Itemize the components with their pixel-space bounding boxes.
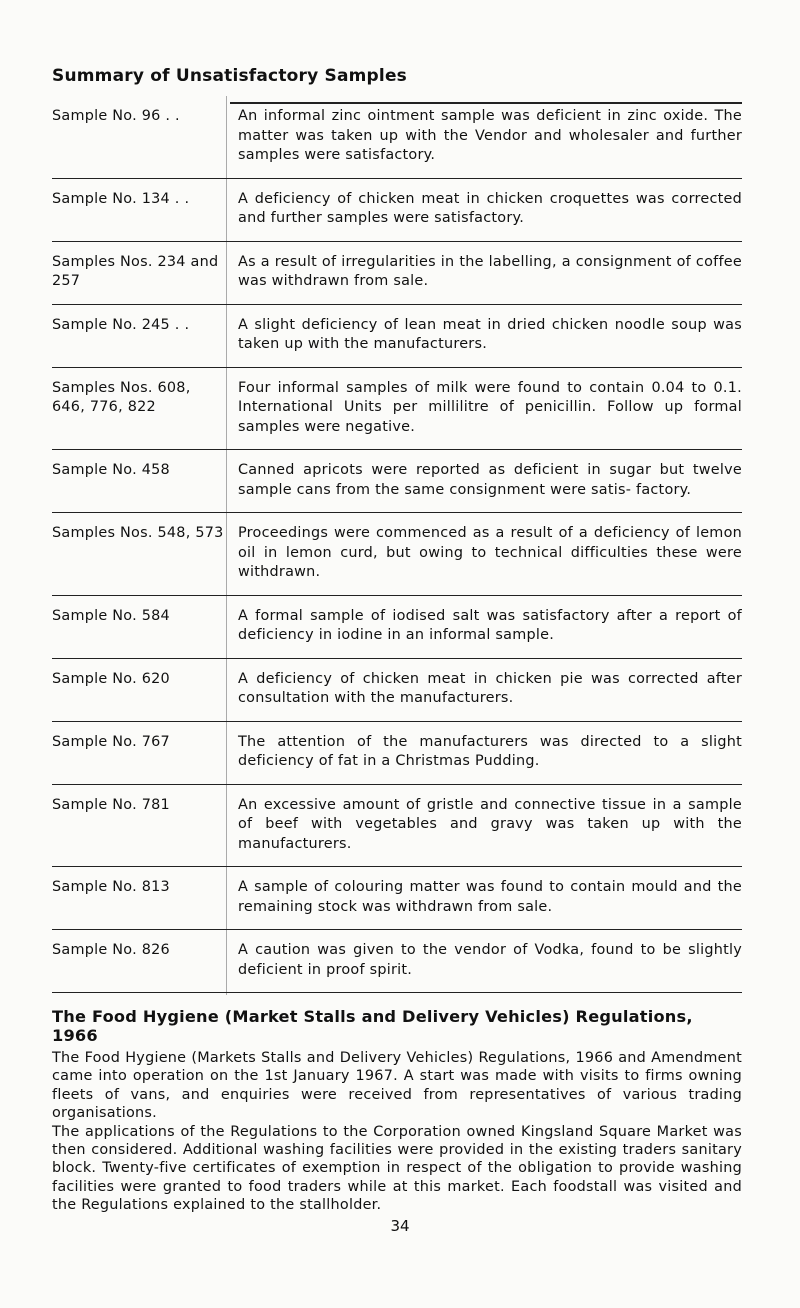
- sample-description: Four informal samples of milk were found to contain 0.04 to 0.1. International Units per millilitre of penicillin. Follow up formal samples were negative.: [238, 379, 742, 435]
- sample-description: A formal sample of iodised salt was satisfactory after a report of deficiency in iodine in an informal sample.: [238, 607, 742, 643]
- sample-description: Proceedings were commenced as a result of a deficiency of lemon oil in lemon curd, but owing to technical difficulties these were withdrawn.: [238, 525, 742, 580]
- table-row: [52, 596, 742, 659]
- section-heading: The Food Hygiene (Market Stalls and Delivery Vehicles) Regulations, 1966: [52, 1007, 693, 1045]
- table-row: [52, 785, 742, 868]
- table-row: [52, 96, 742, 179]
- sample-reference: Sample No. 458: [52, 462, 170, 478]
- sample-reference: Sample No. 620: [52, 670, 170, 687]
- section-paragraph-2: The applications of the Regulations to the Corporation owned Kingsland Square Market was then considered. Additional washing facilities were provided in the existing traders sanitary block. Twenty-five certificates of exemption in respect of the obligation to provide washing facilities were granted to food traders while at this market. Each foodstall was visited and the Regulations explained to the stallholder.: [52, 1123, 742, 1214]
- sample-reference: Samples Nos. 608, 646, 776, 822: [52, 379, 191, 415]
- sample-reference: Sample No. 584: [52, 607, 170, 624]
- sample-description: A sample of colouring matter was found to contain mould and the remaining stock was withdrawn from sale.: [238, 879, 742, 915]
- sample-reference: Samples Nos. 234 and 257: [52, 253, 219, 289]
- table-row: [52, 659, 742, 722]
- sample-description: An informal zinc ointment sample was deficient in zinc oxide. The matter was taken up with the Vendor and wholesaler and further samples were satisfactory.: [238, 108, 742, 163]
- sample-description: As a result of irregularities in the labelling, a consignment of coffee was withdrawn from sale.: [238, 253, 742, 289]
- samples-table: [52, 96, 742, 993]
- page-number: 34: [390, 1216, 410, 1235]
- sample-description: An excessive amount of gristle and connective tissue in a sample of beef with vegetables and gravy was taken up with the manufacturers.: [238, 796, 742, 852]
- table-row: [52, 722, 742, 785]
- table-row: [52, 513, 742, 596]
- sample-description: A caution was given to the vendor of Vodka, found to be slightly deficient in proof spirit.: [238, 942, 742, 978]
- section-paragraph-1: The Food Hygiene (Markets Stalls and Delivery Vehicles) Regulations, 1966 and Amendment came into operation on the 1st January 1967. A start was made with visits to firms owning fleets of vans, and enquiries were received from representatives of various trading organisations.: [52, 1050, 742, 1122]
- sample-reference: Sample No. 245 . .: [52, 316, 190, 333]
- table-row: [52, 305, 742, 368]
- sample-reference: Sample No. 813: [52, 879, 170, 895]
- sample-description: A deficiency of chicken meat in chicken pie was corrected after consultation with the manufacturers.: [238, 670, 742, 706]
- table-row: [52, 450, 742, 513]
- sample-reference: Sample No. 134 . .: [52, 190, 190, 207]
- sample-reference: Samples Nos. 548, 573: [52, 525, 224, 541]
- table-row: [52, 867, 742, 930]
- sample-reference: Sample No. 767: [52, 733, 170, 750]
- table-row: [52, 930, 742, 993]
- sample-description: Canned apricots were reported as deficient in sugar but twelve sample cans from the same consignment were satis- factory.: [238, 462, 742, 498]
- sample-description: A deficiency of chicken meat in chicken croquettes was corrected and further samples were satisfactory.: [238, 190, 742, 226]
- table-row: [52, 368, 742, 451]
- sample-reference: Sample No. 826: [52, 942, 170, 958]
- sample-description: A slight deficiency of lean meat in dried chicken noodle soup was taken up with the manufacturers.: [238, 316, 742, 352]
- page-title: Summary of Unsatisfactory Samples: [52, 66, 408, 86]
- sample-reference: Sample No. 96 . .: [52, 108, 180, 124]
- sample-reference: Sample No. 781: [52, 796, 170, 813]
- sample-description: The attention of the manufacturers was directed to a slight deficiency of fat in a Christmas Pudding.: [238, 733, 742, 769]
- table-row: [52, 242, 742, 305]
- table-row: [52, 179, 742, 242]
